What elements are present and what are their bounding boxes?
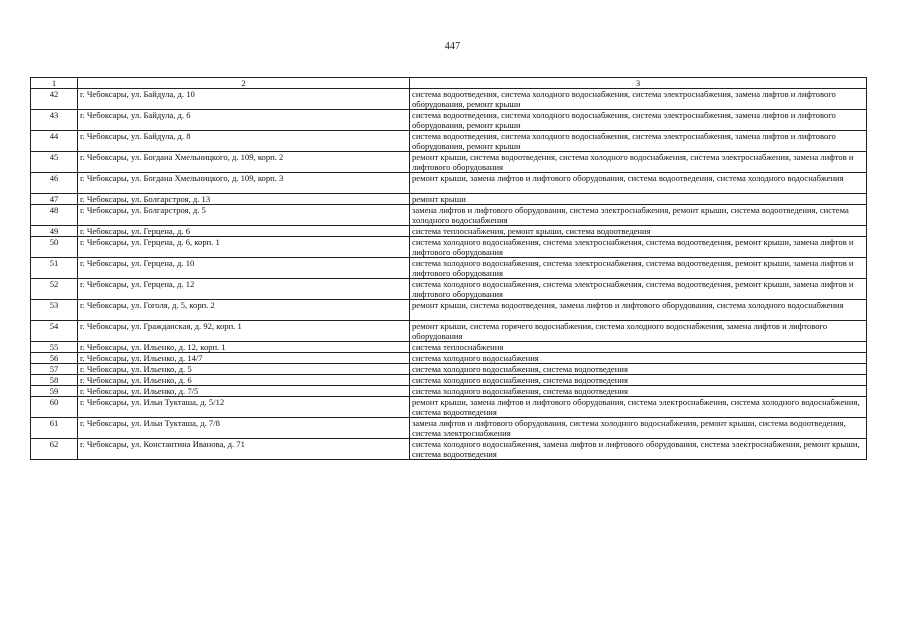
- row-works: замена лифтов и лифтового оборудования, система электроснабжения, ремонт крыши, система водоотведения, система холодного водоснабжения: [410, 205, 867, 226]
- column-header-works: 3: [410, 78, 867, 89]
- row-address: г. Чебоксары, ул. Ильенко, д. 14/7: [78, 353, 410, 364]
- row-number: 43: [31, 110, 78, 131]
- row-number: 58: [31, 375, 78, 386]
- row-works: система холодного водоснабжения, замена лифтов и лифтового оборудования, система электроснабжения, ремонт крыши, система водоотведения: [410, 439, 867, 460]
- row-address: г. Чебоксары, ул. Болгарстроя, д. 13: [78, 194, 410, 205]
- row-number: 52: [31, 279, 78, 300]
- row-works: система холодного водоснабжения: [410, 353, 867, 364]
- row-address: г. Чебоксары, ул. Герцена, д. 6: [78, 226, 410, 237]
- row-works: система холодного водоснабжения, система электроснабжения, система водоотведения, ремонт крыши, замена лифтов и лифтового оборудования: [410, 237, 867, 258]
- row-address: г. Чебоксары, ул. Герцена, д. 12: [78, 279, 410, 300]
- table-row: [31, 237, 867, 258]
- table-row: [31, 353, 867, 364]
- row-number: 48: [31, 205, 78, 226]
- table-row: [31, 110, 867, 131]
- row-works: система водоотведения, система холодного водоснабжения, система электроснабжения, замена лифтов и лифтового оборудования, ремонт крыши: [410, 131, 867, 152]
- table-row: [31, 364, 867, 375]
- row-number: 53: [31, 300, 78, 321]
- address-works-table: [30, 77, 867, 460]
- table-row: [31, 418, 867, 439]
- row-works: ремонт крыши: [410, 194, 867, 205]
- table-row: [31, 439, 867, 460]
- row-number: 51: [31, 258, 78, 279]
- row-works: система холодного водоснабжения, система электроснабжения, система водоотведения, ремонт крыши, замена лифтов и лифтового оборудования: [410, 279, 867, 300]
- row-address: г. Чебоксары, ул. Ильенко, д. 12, корп. 1: [78, 342, 410, 353]
- table-row: [31, 258, 867, 279]
- table-row: [31, 279, 867, 300]
- row-number: 59: [31, 386, 78, 397]
- row-works: система теплоснабжения, ремонт крыши, система водоотведения: [410, 226, 867, 237]
- row-works: ремонт крыши, замена лифтов и лифтового оборудования, система водоотведения, система холодного водоснабжения: [410, 173, 867, 194]
- row-address: г. Чебоксары, ул. Болгарстроя, д. 5: [78, 205, 410, 226]
- row-address: г. Чебоксары, ул. Константина Иванова, д. 71: [78, 439, 410, 460]
- row-number: 62: [31, 439, 78, 460]
- row-address: г. Чебоксары, ул. Байдула, д. 6: [78, 110, 410, 131]
- row-address: г. Чебоксары, ул. Ильенко, д. 6: [78, 375, 410, 386]
- table-row: [31, 194, 867, 205]
- table-row: [31, 342, 867, 353]
- row-address: г. Чебоксары, ул. Ильи Тукташа, д. 7/8: [78, 418, 410, 439]
- table-row: [31, 321, 867, 342]
- row-address: г. Чебоксары, ул. Ильенко, д. 5: [78, 364, 410, 375]
- row-works: система холодного водоснабжения, система водоотведения: [410, 364, 867, 375]
- table-header-row: [31, 78, 867, 89]
- row-address: г. Чебоксары, ул. Байдула, д. 8: [78, 131, 410, 152]
- row-address: г. Чебоксары, ул. Герцена, д. 6, корп. 1: [78, 237, 410, 258]
- row-works: ремонт крыши, система горячего водоснабжения, система холодного водоснабжения, замена лифтов и лифтового оборудования: [410, 321, 867, 342]
- table-row: [31, 375, 867, 386]
- row-address: г. Чебоксары, ул. Гоголя, д. 5, корп. 2: [78, 300, 410, 321]
- table-row: [31, 131, 867, 152]
- row-works: система теплоснабжения: [410, 342, 867, 353]
- row-number: 61: [31, 418, 78, 439]
- row-number: 50: [31, 237, 78, 258]
- row-number: 49: [31, 226, 78, 237]
- column-header-address: 2: [78, 78, 410, 89]
- row-number: 47: [31, 194, 78, 205]
- row-number: 60: [31, 397, 78, 418]
- row-address: г. Чебоксары, ул. Герцена, д. 10: [78, 258, 410, 279]
- row-works: ремонт крыши, замена лифтов и лифтового оборудования, система электроснабжения, система холодного водоснабжения, система водоотведения: [410, 397, 867, 418]
- row-works: система водоотведения, система холодного водоснабжения, система электроснабжения, замена лифтов и лифтового оборудования, ремонт крыши: [410, 89, 867, 110]
- table-row: [31, 300, 867, 321]
- row-address: г. Чебоксары, ул. Ильенко, д. 7/5: [78, 386, 410, 397]
- table-row: [31, 397, 867, 418]
- row-number: 56: [31, 353, 78, 364]
- row-number: 42: [31, 89, 78, 110]
- row-works: система водоотведения, система холодного водоснабжения, система электроснабжения, замена лифтов и лифтового оборудования, ремонт крыши: [410, 110, 867, 131]
- row-address: г. Чебоксары, ул. Гражданская, д. 92, корп. 1: [78, 321, 410, 342]
- row-works: система холодного водоснабжения, система водоотведения: [410, 386, 867, 397]
- page-number: 447: [444, 41, 461, 52]
- row-works: замена лифтов и лифтового оборудования, система холодного водоснабжения, ремонт крыши, система водоотведения, система электроснабжения: [410, 418, 867, 439]
- row-address: г. Чебоксары, ул. Богдана Хмельницкого, д. 109, корп. 3: [78, 173, 410, 194]
- table-row: [31, 152, 867, 173]
- row-address: г. Чебоксары, ул. Ильи Тукташа, д. 5/12: [78, 397, 410, 418]
- row-works: система холодного водоснабжения, система водоотведения: [410, 375, 867, 386]
- row-works: система холодного водоснабжения, система электроснабжения, система водоотведения, ремонт крыши, замена лифтов и лифтового оборудования: [410, 258, 867, 279]
- row-number: 46: [31, 173, 78, 194]
- table-row: [31, 173, 867, 194]
- table-row: [31, 226, 867, 237]
- row-number: 55: [31, 342, 78, 353]
- row-address: г. Чебоксары, ул. Байдула, д. 10: [78, 89, 410, 110]
- row-number: 44: [31, 131, 78, 152]
- row-works: ремонт крыши, система водоотведения, замена лифтов и лифтового оборудования, система холодного водоснабжения: [410, 300, 867, 321]
- row-works: ремонт крыши, система водоотведения, система холодного водоснабжения, система электроснабжения, замена лифтов и лифтового оборудования: [410, 152, 867, 173]
- column-header-number: 1: [31, 78, 78, 89]
- table-row: [31, 205, 867, 226]
- row-number: 45: [31, 152, 78, 173]
- table-row: [31, 89, 867, 110]
- row-address: г. Чебоксары, ул. Богдана Хмельницкого, д. 109, корп. 2: [78, 152, 410, 173]
- row-number: 57: [31, 364, 78, 375]
- row-number: 54: [31, 321, 78, 342]
- table-row: [31, 386, 867, 397]
